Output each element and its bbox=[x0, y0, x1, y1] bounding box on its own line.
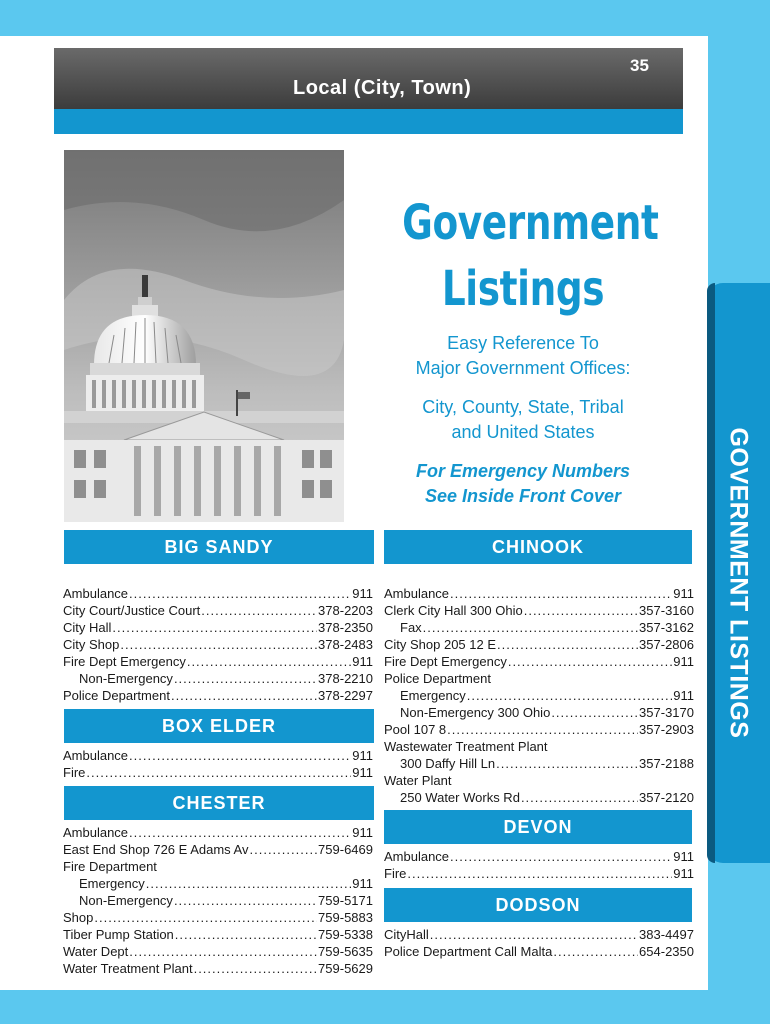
listing-row bbox=[384, 636, 694, 653]
listing-row bbox=[384, 943, 694, 960]
listing-big-sandy bbox=[63, 585, 373, 704]
leader-dots bbox=[447, 721, 638, 738]
listing-row bbox=[384, 687, 694, 704]
listing-row bbox=[63, 585, 373, 602]
listing-label: Water Treatment Plant bbox=[63, 961, 193, 976]
listing-label: 250 Water Works Rd bbox=[400, 790, 520, 805]
leader-dots bbox=[508, 653, 672, 670]
listing-label: CityHall bbox=[384, 927, 429, 942]
listing-phone: 759-5338 bbox=[318, 927, 373, 942]
listing-row bbox=[384, 619, 694, 636]
section-heading-box-elder: BOX ELDER bbox=[64, 709, 374, 743]
listing-label: Tiber Pump Station bbox=[63, 927, 174, 942]
listing-label: Fire bbox=[63, 765, 86, 780]
listing-row bbox=[384, 602, 694, 619]
listing-chinook bbox=[384, 585, 694, 806]
listing-row bbox=[63, 670, 373, 687]
listing-label: Wastewater Treatment Plant bbox=[384, 739, 548, 754]
listing-row bbox=[384, 721, 694, 738]
leader-dots bbox=[450, 585, 672, 602]
listing-row bbox=[63, 926, 373, 943]
listing-row bbox=[384, 670, 694, 687]
listing-label: Fire bbox=[384, 866, 407, 881]
listing-row bbox=[63, 619, 373, 636]
leader-dots bbox=[450, 848, 672, 865]
leader-dots bbox=[129, 824, 351, 841]
leader-dots bbox=[86, 764, 351, 781]
listing-label: Ambulance bbox=[63, 825, 129, 840]
listing-row bbox=[63, 841, 373, 858]
listing-row bbox=[384, 772, 694, 789]
capitol-illustration bbox=[64, 150, 344, 522]
listing-row bbox=[384, 755, 694, 772]
listing-row bbox=[384, 848, 694, 865]
listing-label: Pool 107 8 bbox=[384, 722, 447, 737]
leader-dots bbox=[250, 841, 318, 858]
listing-phone: 357-2188 bbox=[639, 756, 694, 771]
listing-row bbox=[63, 943, 373, 960]
listing-label: Ambulance bbox=[63, 748, 129, 763]
leader-dots bbox=[129, 747, 351, 764]
listing-row bbox=[384, 585, 694, 602]
listing-phone: 357-2903 bbox=[639, 722, 694, 737]
subtitle-reference-line1: Easy Reference To bbox=[447, 333, 599, 353]
listing-chester bbox=[63, 824, 373, 977]
listing-devon bbox=[384, 848, 694, 882]
subtitle-jurisdictions bbox=[368, 395, 678, 445]
listing-phone: 911 bbox=[673, 688, 694, 703]
listing-phone: 911 bbox=[352, 825, 373, 840]
listing-phone: 383-4497 bbox=[639, 927, 694, 942]
emergency-note-line1: For Emergency Numbers bbox=[415, 461, 631, 481]
listing-label: Fire Dept Emergency bbox=[384, 654, 507, 669]
capitol-building-photo bbox=[64, 150, 344, 522]
listing-label: Clerk City Hall 300 Ohio bbox=[384, 603, 523, 618]
listing-phone: 911 bbox=[673, 654, 694, 669]
listing-phone: 378-2297 bbox=[318, 688, 373, 703]
leader-dots bbox=[94, 909, 317, 926]
listing-phone: 378-2350 bbox=[318, 620, 373, 635]
leader-dots bbox=[496, 755, 638, 772]
listing-label: East End Shop 726 E Adams Av bbox=[63, 842, 249, 857]
listing-row bbox=[63, 960, 373, 977]
page-number: 35 bbox=[630, 56, 649, 75]
section-heading-chester: CHESTER bbox=[64, 786, 374, 820]
listing-label: 300 Daffy Hill Ln bbox=[400, 756, 496, 771]
listing-phone: 911 bbox=[352, 748, 373, 763]
header-accent-bar bbox=[54, 109, 683, 134]
side-tab-label: GOVERNMENT LISTINGS bbox=[724, 427, 753, 739]
listing-label: Police Department Call Malta bbox=[384, 944, 553, 959]
listing-row bbox=[384, 704, 694, 721]
listing-label: Non-Emergency bbox=[79, 893, 173, 908]
listing-label: Non-Emergency 300 Ohio bbox=[400, 705, 551, 720]
leader-dots bbox=[497, 636, 638, 653]
leader-dots bbox=[174, 892, 317, 909]
listing-label: Water Plant bbox=[384, 773, 452, 788]
bottom-bar bbox=[0, 990, 770, 1024]
listing-phone: 357-3162 bbox=[639, 620, 694, 635]
listing-label: City Shop 205 12 E bbox=[384, 637, 497, 652]
listing-phone: 759-5883 bbox=[318, 910, 373, 925]
leader-dots bbox=[551, 704, 638, 721]
listing-row bbox=[63, 636, 373, 653]
listing-phone: 911 bbox=[673, 849, 694, 864]
listing-row bbox=[63, 747, 373, 764]
listing-label: Police Department bbox=[384, 671, 491, 686]
subtitle-reference bbox=[368, 331, 678, 381]
main-title-line2: Listings bbox=[441, 261, 605, 317]
listing-label: City Court/Justice Court bbox=[63, 603, 201, 618]
emergency-note-line2: See Inside Front Cover bbox=[424, 486, 622, 506]
leader-dots bbox=[112, 619, 317, 636]
listing-label: City Hall bbox=[63, 620, 112, 635]
section-heading-dodson: DODSON bbox=[384, 888, 692, 922]
listing-label: Ambulance bbox=[63, 586, 129, 601]
listing-phone: 759-5635 bbox=[318, 944, 373, 959]
listing-label: Emergency bbox=[79, 876, 145, 891]
listing-label: Non-Emergency bbox=[79, 671, 173, 686]
listing-label: Fax bbox=[400, 620, 422, 635]
listing-label: Emergency bbox=[400, 688, 466, 703]
listing-phone: 378-2210 bbox=[318, 671, 373, 686]
listing-row bbox=[63, 764, 373, 781]
subtitle-jurisdictions-line2: and United States bbox=[451, 422, 595, 442]
listing-phone: 759-5171 bbox=[318, 893, 373, 908]
main-title bbox=[402, 190, 659, 322]
header-title: Local (City, Town) bbox=[293, 77, 472, 99]
listing-phone: 759-6469 bbox=[318, 842, 373, 857]
listing-phone: 911 bbox=[673, 866, 694, 881]
leader-dots bbox=[129, 943, 317, 960]
listing-label: City Shop bbox=[63, 637, 120, 652]
listing-phone: 357-3170 bbox=[639, 705, 694, 720]
subtitle-jurisdictions-line1: City, County, State, Tribal bbox=[422, 397, 624, 417]
listing-row bbox=[384, 926, 694, 943]
listing-row bbox=[63, 653, 373, 670]
listing-label: Police Department bbox=[63, 688, 170, 703]
listing-row bbox=[63, 602, 373, 619]
listing-row bbox=[63, 687, 373, 704]
listing-phone: 759-5629 bbox=[318, 961, 373, 976]
listing-phone: 357-2806 bbox=[639, 637, 694, 652]
leader-dots bbox=[407, 865, 672, 882]
listing-label: Fire Dept Emergency bbox=[63, 654, 186, 669]
listing-label: Ambulance bbox=[384, 586, 450, 601]
section-heading-big-sandy: BIG SANDY bbox=[64, 530, 374, 564]
listing-row bbox=[384, 738, 694, 755]
listing-row bbox=[63, 909, 373, 926]
listing-phone: 911 bbox=[352, 765, 373, 780]
leader-dots bbox=[467, 687, 673, 704]
listing-phone: 911 bbox=[352, 654, 373, 669]
leader-dots bbox=[174, 670, 317, 687]
listing-box-elder bbox=[63, 747, 373, 781]
leader-dots bbox=[120, 636, 317, 653]
leader-dots bbox=[171, 687, 317, 704]
listing-phone: 911 bbox=[352, 586, 373, 601]
leader-dots bbox=[187, 653, 351, 670]
listing-row bbox=[63, 824, 373, 841]
leader-dots bbox=[175, 926, 317, 943]
listing-row bbox=[63, 892, 373, 909]
listing-phone: 357-3160 bbox=[639, 603, 694, 618]
main-title-line1: Government bbox=[402, 195, 659, 251]
listing-label: Fire Department bbox=[63, 859, 157, 874]
listing-label: Ambulance bbox=[384, 849, 450, 864]
section-heading-chinook: CHINOOK bbox=[384, 530, 692, 564]
leader-dots bbox=[146, 875, 352, 892]
listing-row bbox=[63, 858, 373, 875]
section-heading-devon: DEVON bbox=[384, 810, 692, 844]
emergency-note bbox=[368, 459, 678, 509]
leader-dots bbox=[553, 943, 638, 960]
leader-dots bbox=[129, 585, 351, 602]
listing-phone: 378-2483 bbox=[318, 637, 373, 652]
subtitle-reference-line2: Major Government Offices: bbox=[415, 358, 631, 378]
leader-dots bbox=[201, 602, 317, 619]
listing-phone: 654-2350 bbox=[639, 944, 694, 959]
leader-dots bbox=[423, 619, 638, 636]
listing-phone: 911 bbox=[673, 586, 694, 601]
listing-row bbox=[384, 653, 694, 670]
listing-row bbox=[63, 875, 373, 892]
leader-dots bbox=[430, 926, 638, 943]
listing-dodson bbox=[384, 926, 694, 960]
listing-label: Shop bbox=[63, 910, 94, 925]
listing-row bbox=[384, 865, 694, 882]
listing-row bbox=[384, 789, 694, 806]
leader-dots bbox=[194, 960, 317, 977]
leader-dots bbox=[521, 789, 638, 806]
side-tab-edge bbox=[707, 283, 715, 863]
leader-dots bbox=[524, 602, 638, 619]
listing-phone: 911 bbox=[352, 876, 373, 891]
listing-label: Water Dept bbox=[63, 944, 129, 959]
listing-phone: 378-2203 bbox=[318, 603, 373, 618]
listing-phone: 357-2120 bbox=[639, 790, 694, 805]
